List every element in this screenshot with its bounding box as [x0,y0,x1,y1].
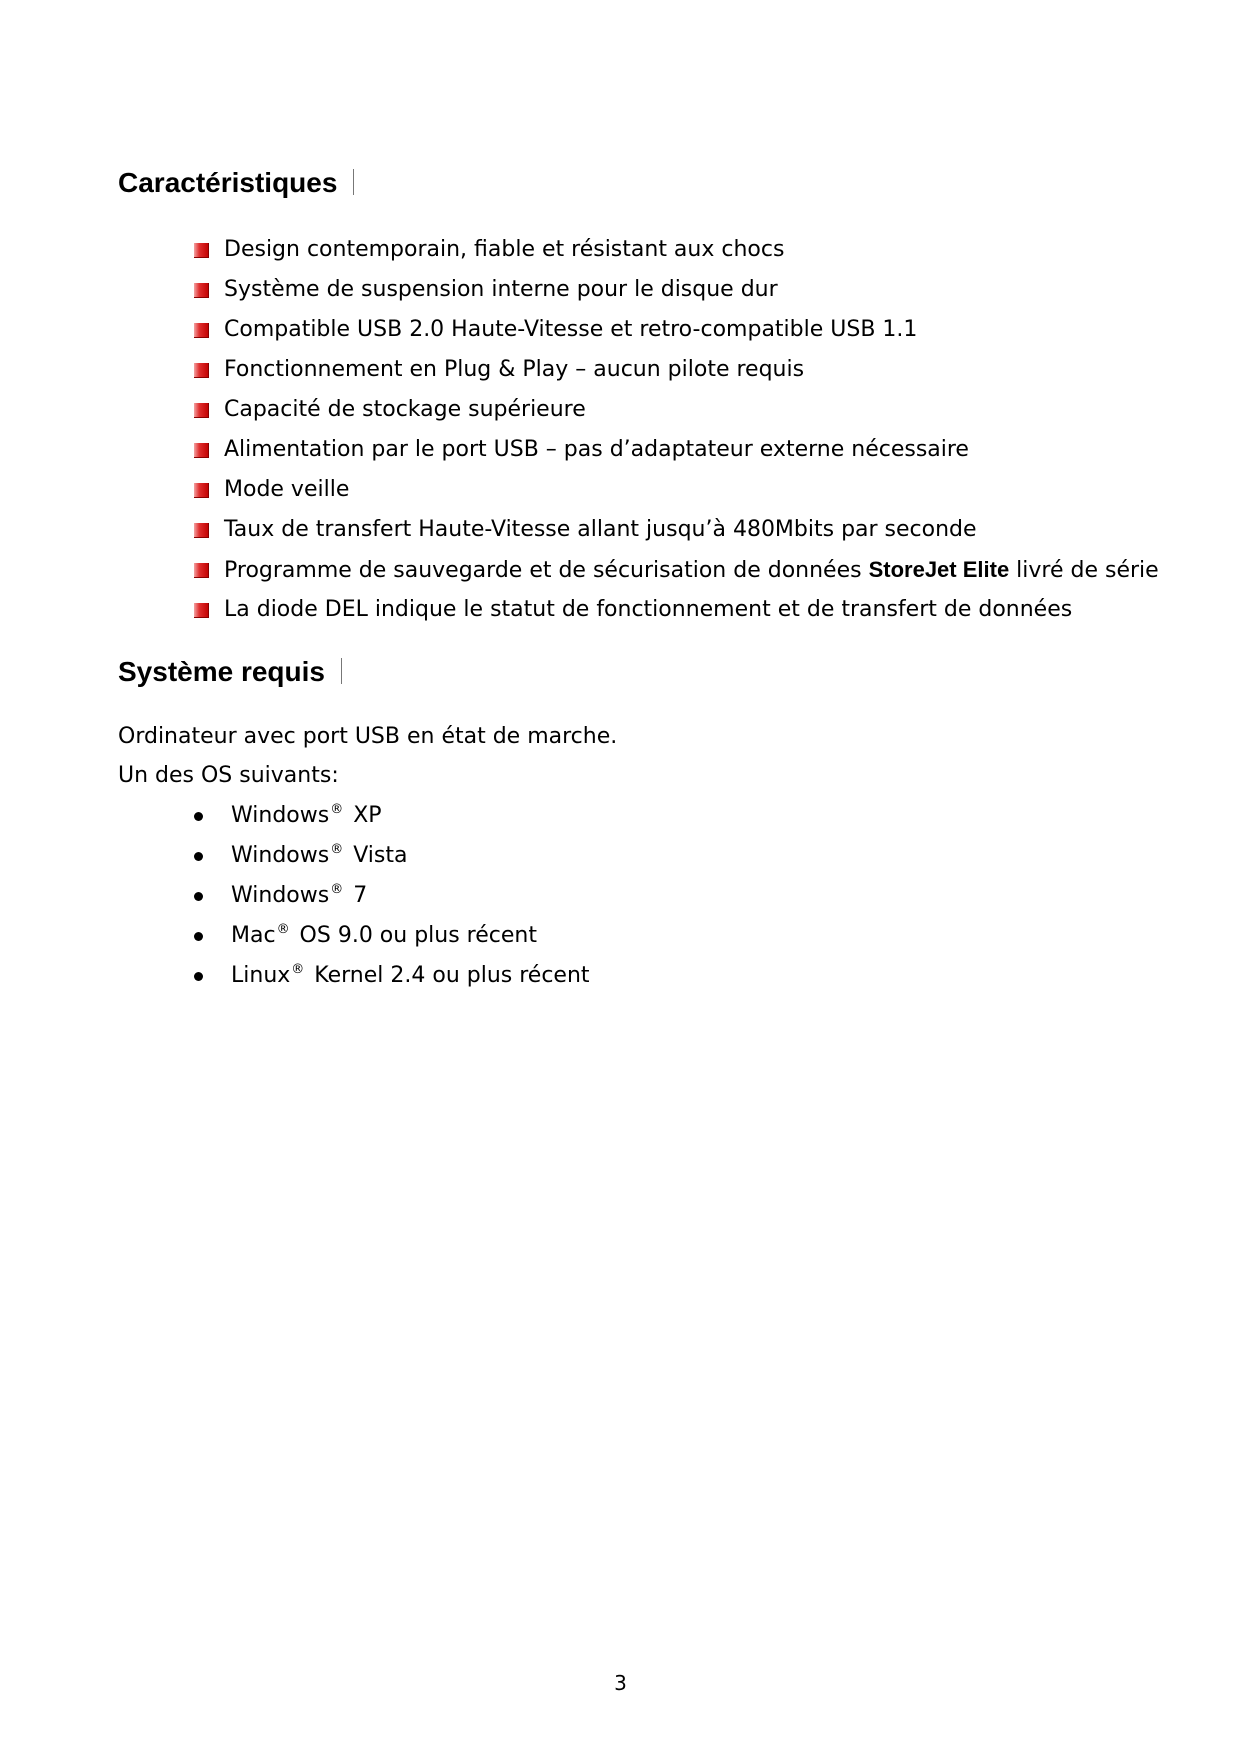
red-square-bullet-icon [194,363,209,378]
os-name: Windows [231,843,330,868]
red-square-bullet-icon [194,283,209,298]
red-square-bullet-icon [194,603,209,618]
registered-mark: ® [330,842,344,857]
red-square-bullet-icon [194,243,209,258]
red-square-bullet-icon [194,443,209,458]
list-item [194,510,1159,550]
bullet-dot-icon [194,812,203,821]
os-name: Mac [231,923,276,948]
features-list [194,230,1159,630]
list-item-text: La diode DEL indique le statut de fonctionnement et de transfert de données [224,597,1073,622]
list-item [194,470,1159,510]
page-number: 3 [614,1671,627,1695]
list-item-text: Capacité de stockage supérieure [224,397,586,422]
os-version: Vista [346,843,408,868]
list-item-text: Mode veille [224,477,350,502]
list-item [194,310,1159,350]
list-item-text-end: livré de série [1009,557,1159,583]
os-item-text [231,916,537,956]
os-version: 7 [346,883,368,908]
list-item-text: Taux de transfert Haute-Vitesse allant jusqu’à 480Mbits par seconde [224,517,977,542]
os-list-item [194,916,590,956]
registered-mark: ® [276,922,290,937]
heading-divider [353,169,354,195]
requirement-os-intro: Un des OS suivants: [118,763,339,788]
list-item [194,430,1159,470]
list-item-text: Alimentation par le port USB – pas d’adaptateur externe nécessaire [224,437,969,462]
registered-mark: ® [330,802,344,817]
list-item-text [224,550,1159,591]
os-version: OS 9.0 ou plus récent [292,923,537,948]
os-item-text [231,876,367,916]
list-item-text: Design contemporain, fiable et résistant aux chocs [224,237,785,262]
heading-divider [341,658,342,684]
bullet-dot-icon [194,932,203,941]
section-heading-text: Caractéristiques [118,167,338,198]
list-item [194,550,1159,590]
list-item [194,350,1159,390]
section-heading-requirements [118,655,342,689]
os-version: Kernel 2.4 ou plus récent [307,963,590,988]
bullet-dot-icon [194,892,203,901]
os-list-item [194,956,590,996]
list-item-text: Fonctionnement en Plug & Play – aucun pilote requis [224,357,805,382]
red-square-bullet-icon [194,323,209,338]
os-item-text [231,796,382,836]
os-name: Windows [231,803,330,828]
section-heading-text: Système requis [118,656,325,687]
os-item-text [231,836,407,876]
registered-mark: ® [291,962,305,977]
os-version: XP [346,803,382,828]
list-item [194,590,1159,630]
os-list-item [194,836,590,876]
bullet-dot-icon [194,972,203,981]
list-item-text: Compatible USB 2.0 Haute-Vitesse et retro-compatible USB 1.1 [224,317,918,342]
list-item [194,390,1159,430]
list-item [194,270,1159,310]
bullet-dot-icon [194,852,203,861]
os-name: Windows [231,883,330,908]
os-list-item [194,876,590,916]
list-item-text: Système de suspension interne pour le disque dur [224,277,778,302]
requirement-computer: Ordinateur avec port USB en état de marche. [118,724,618,749]
registered-mark: ® [330,882,344,897]
os-list [194,796,590,996]
red-square-bullet-icon [194,523,209,538]
product-name: StoreJet Elite [868,556,1010,582]
red-square-bullet-icon [194,563,209,578]
os-name: Linux [231,963,291,988]
list-item-text-start: Programme de sauvegarde et de sécurisation de données [224,557,869,583]
os-item-text [231,956,590,996]
red-square-bullet-icon [194,483,209,498]
os-list-item [194,796,590,836]
red-square-bullet-icon [194,403,209,418]
list-item [194,230,1159,270]
section-heading-features [118,166,354,200]
